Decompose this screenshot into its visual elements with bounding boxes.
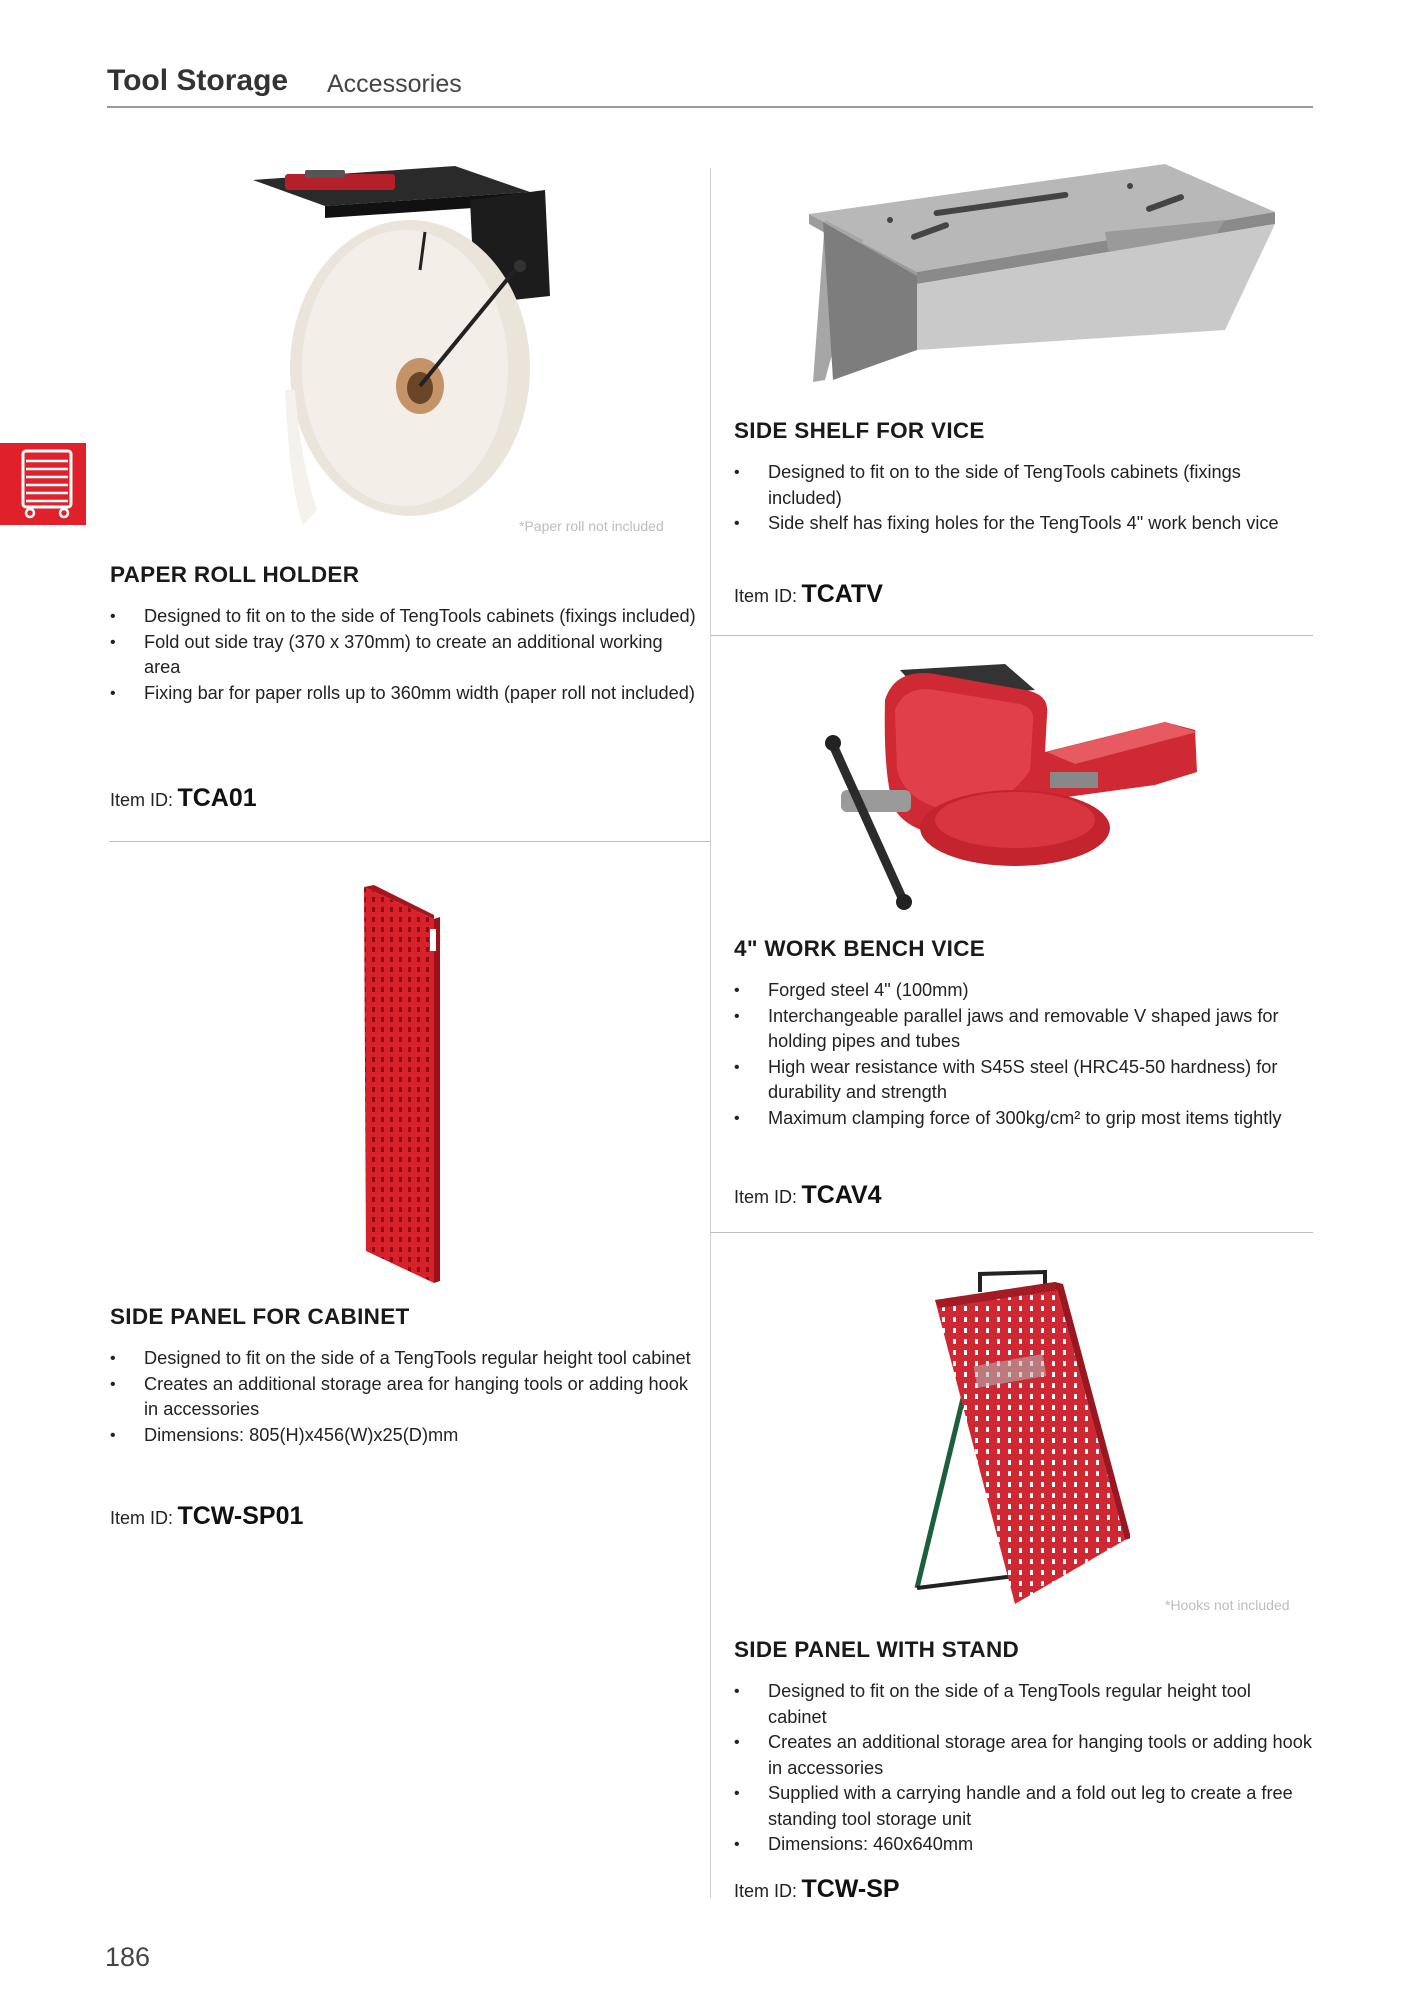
product-title: SIDE PANEL FOR CABINET bbox=[110, 1304, 410, 1329]
feature-item: • High wear resistance with S45S steel (HRC45-50 hardness) for durability and strength bbox=[734, 1055, 1314, 1106]
product-title: SIDE PANEL WITH STAND bbox=[734, 1637, 1020, 1662]
column-divider bbox=[710, 168, 711, 1898]
feature-item: • Designed to fit on to the side of TengTools cabinets (fixings included) bbox=[734, 460, 1314, 511]
divider-right-2 bbox=[711, 1232, 1313, 1233]
feature-item: • Maximum clamping force of 300kg/cm² to grip most items tightly bbox=[734, 1106, 1314, 1132]
item-id-label: Item ID: bbox=[110, 790, 174, 810]
item-id-label: Item ID: bbox=[734, 1187, 798, 1207]
item-id bbox=[110, 1502, 303, 1531]
feature-item: • Designed to fit on the side of a TengTools regular height tool cabinet bbox=[110, 1346, 700, 1372]
divider-right-1 bbox=[711, 635, 1313, 636]
feature-list bbox=[110, 1346, 700, 1448]
feature-list bbox=[734, 460, 1314, 537]
tool-cabinet-icon bbox=[0, 443, 86, 525]
page-number: 186 bbox=[105, 1942, 151, 1972]
item-id-label: Item ID: bbox=[734, 1881, 798, 1901]
item-id bbox=[110, 784, 257, 813]
feature-item: • Creates an additional storage area for hanging tools or adding hook in accessories bbox=[734, 1730, 1314, 1781]
item-id-code: TCW-SP01 bbox=[177, 1502, 304, 1530]
feature-item: • Supplied with a carrying handle and a fold out leg to create a free standing tool storage unit bbox=[734, 1781, 1314, 1832]
item-id-label: Item ID: bbox=[110, 1508, 174, 1528]
side-panel-stand-image bbox=[905, 1270, 1130, 1605]
feature-item: • Side shelf has fixing holes for the TengTools 4" work bench vice bbox=[734, 511, 1314, 537]
item-id bbox=[734, 1875, 900, 1904]
page-header bbox=[107, 62, 1313, 108]
section-title: Tool Storage bbox=[107, 64, 289, 97]
subsection-title: Accessories bbox=[327, 70, 462, 98]
feature-item: • Dimensions: 805(H)x456(W)x25(D)mm bbox=[110, 1423, 700, 1449]
product-title: SIDE SHELF FOR VICE bbox=[734, 418, 985, 443]
feature-list bbox=[110, 604, 700, 706]
paper-roll-holder-image bbox=[245, 160, 555, 530]
item-id-code: TCAV4 bbox=[801, 1181, 882, 1209]
work-bench-vice-image bbox=[825, 660, 1205, 915]
product-title: 4" WORK BENCH VICE bbox=[734, 936, 986, 961]
feature-list bbox=[734, 978, 1314, 1131]
paper-roll-note: *Paper roll not included bbox=[519, 518, 664, 534]
feature-item: • Interchangeable parallel jaws and removable V shaped jaws for holding pipes and tubes bbox=[734, 1004, 1314, 1055]
divider-left bbox=[109, 841, 710, 842]
feature-list bbox=[734, 1679, 1314, 1858]
feature-item: • Creates an additional storage area for hanging tools or adding hook in accessories bbox=[110, 1372, 700, 1423]
feature-item: • Designed to fit on to the side of TengTools cabinets (fixings included) bbox=[110, 604, 700, 630]
hooks-note: *Hooks not included bbox=[1165, 1597, 1290, 1613]
feature-item: • Dimensions: 460x640mm bbox=[734, 1832, 1314, 1858]
item-id-code: TCA01 bbox=[177, 784, 257, 812]
feature-item: • Designed to fit on the side of a TengTools regular height tool cabinet bbox=[734, 1679, 1314, 1730]
product-title: PAPER ROLL HOLDER bbox=[110, 562, 360, 587]
section-tab bbox=[0, 443, 86, 525]
feature-item: • Fixing bar for paper rolls up to 360mm width (paper roll not included) bbox=[110, 681, 700, 707]
item-id-code: TCW-SP bbox=[801, 1875, 900, 1903]
side-panel-cabinet-image bbox=[360, 885, 440, 1285]
item-id-code: TCATV bbox=[801, 580, 883, 608]
feature-item: • Fold out side tray (370 x 370mm) to create an additional working area bbox=[110, 630, 700, 681]
side-shelf-image bbox=[805, 160, 1275, 390]
feature-item: • Forged steel 4" (100mm) bbox=[734, 978, 1314, 1004]
item-id bbox=[734, 580, 883, 609]
item-id bbox=[734, 1181, 882, 1210]
item-id-label: Item ID: bbox=[734, 586, 798, 606]
